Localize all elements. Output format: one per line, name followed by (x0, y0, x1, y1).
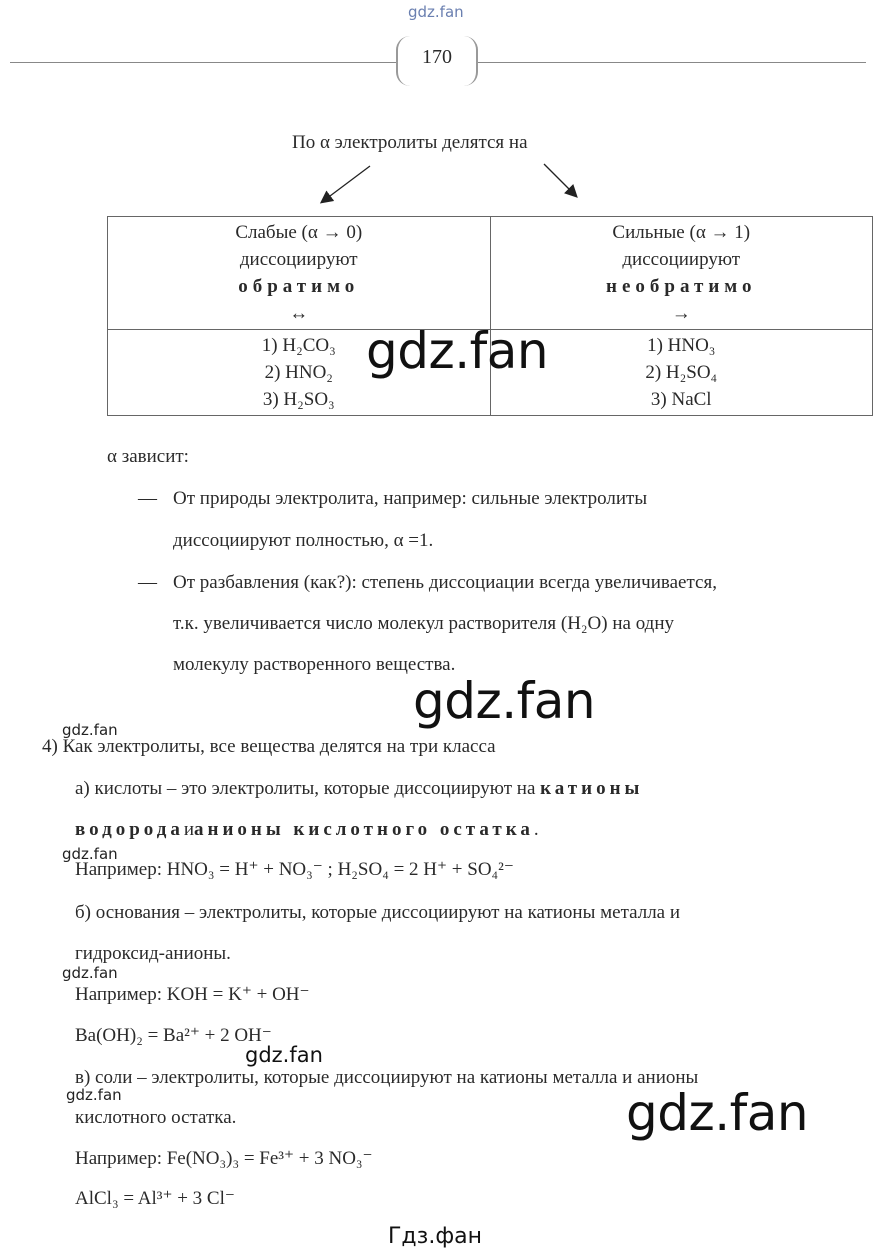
alpha-title: α зависит: (107, 446, 189, 467)
acids-line2 (75, 819, 539, 841)
bases-line1: б) основания – электролиты, которые диссоциируют на катионы металла и (75, 902, 681, 923)
split-arrows (300, 160, 600, 210)
watermark-mid: gdz.fan (245, 1043, 323, 1067)
bases-line2: гидроксид-анионы. (75, 943, 231, 964)
salts-example1: Например: Fe(NO₃)₃ = Fe³⁺ + 3 NO₃⁻ (75, 1148, 373, 1169)
weak-title: Слабые (α → 0) (235, 222, 363, 243)
strong-irreversible: необратимо (606, 276, 757, 297)
strong-example: 3) NaCl (650, 389, 712, 410)
watermark-big: gdz.fan (366, 322, 549, 380)
strong-title: Сильные (α → 1) (612, 222, 751, 243)
watermark-top: gdz.fan (408, 3, 464, 21)
alpha-item2-line3: молекулу растворенного вещества. (173, 654, 456, 675)
diagram-heading: По α электролиты делятся на (292, 132, 528, 153)
acids-line1 (75, 778, 643, 800)
page-number-box (396, 36, 478, 86)
weak-example: 2) HNO₂ (264, 362, 333, 383)
watermark-small: gdz.fan (66, 1086, 122, 1104)
weak-arrow: ↔ (289, 303, 309, 324)
weak-example: 3) H₂SO₃ (262, 389, 335, 410)
strong-arrow: → (671, 303, 691, 324)
alpha-item1-line1: От природы электролита, например: сильные электролиты (173, 488, 648, 509)
weak-example: 1) H₂CO₃ (261, 335, 336, 356)
weak-reversible: обратимо (238, 276, 360, 297)
arrow-left (322, 166, 370, 202)
section4-title: 4) Как электролиты, все вещества делятся на три класса (42, 736, 496, 757)
acids-example: Например: HNO₃ = H⁺ + NO₃⁻ ; H₂SO₄ = 2 H⁺ + SO₄²⁻ (75, 859, 514, 880)
salts-line2: кислотного остатка. (75, 1107, 237, 1128)
alpha-dash-2: — (138, 572, 157, 593)
salts-line1: в) соли – электролиты, которые диссоциируют на катионы металла и анионы (75, 1067, 699, 1088)
header-rule-left (10, 62, 396, 63)
weak-line2: диссоциируют (239, 249, 358, 270)
strong-line2: диссоциируют (622, 249, 741, 270)
watermark-small: gdz.fan (62, 721, 118, 739)
header-rule-right (474, 62, 866, 63)
watermark-small: gdz.fan (62, 964, 118, 982)
electrolyte-table (107, 216, 873, 416)
acids-cations: катионы (540, 778, 644, 799)
bases-example1: Например: KOH = K⁺ + OH⁻ (75, 984, 310, 1005)
arrow-right (544, 164, 576, 196)
salts-example2: AlCl₃ = Al³⁺ + 3 Cl⁻ (75, 1188, 235, 1209)
watermark-small: gdz.fan (62, 845, 118, 863)
alpha-item2-line2: т.к. увеличивается число молекул растворителя (H₂O) на одну (173, 613, 674, 634)
alpha-dash-1: — (138, 488, 157, 509)
watermark-big: gdz.fan (413, 672, 596, 730)
acids-anions: анионы кислотного остатка (194, 819, 534, 840)
bases-example2: Ba(OH)₂ = Ba²⁺ + 2 OH⁻ (75, 1025, 272, 1046)
weak-header-cell (108, 217, 491, 330)
strong-header-cell (490, 217, 873, 330)
page-number: 170 (422, 46, 452, 68)
acids-hydrogen: водорода (75, 819, 184, 840)
watermark-big: gdz.fan (626, 1084, 809, 1142)
alpha-item2-line1: От разбавления (как?): степень диссоциации всегда увеличивается, (173, 572, 717, 593)
acids-period: . (533, 819, 539, 840)
acids-and: и (183, 819, 194, 840)
alpha-item1-line2: диссоциируют полностью, α =1. (173, 530, 434, 551)
watermark-footer: Гдз.фан (388, 1224, 482, 1249)
acids-text: а) кислоты – это электролиты, которые диссоциируют на (75, 778, 536, 799)
strong-example: 1) HNO₃ (647, 335, 716, 356)
strong-example: 2) H₂SO₄ (645, 362, 718, 383)
